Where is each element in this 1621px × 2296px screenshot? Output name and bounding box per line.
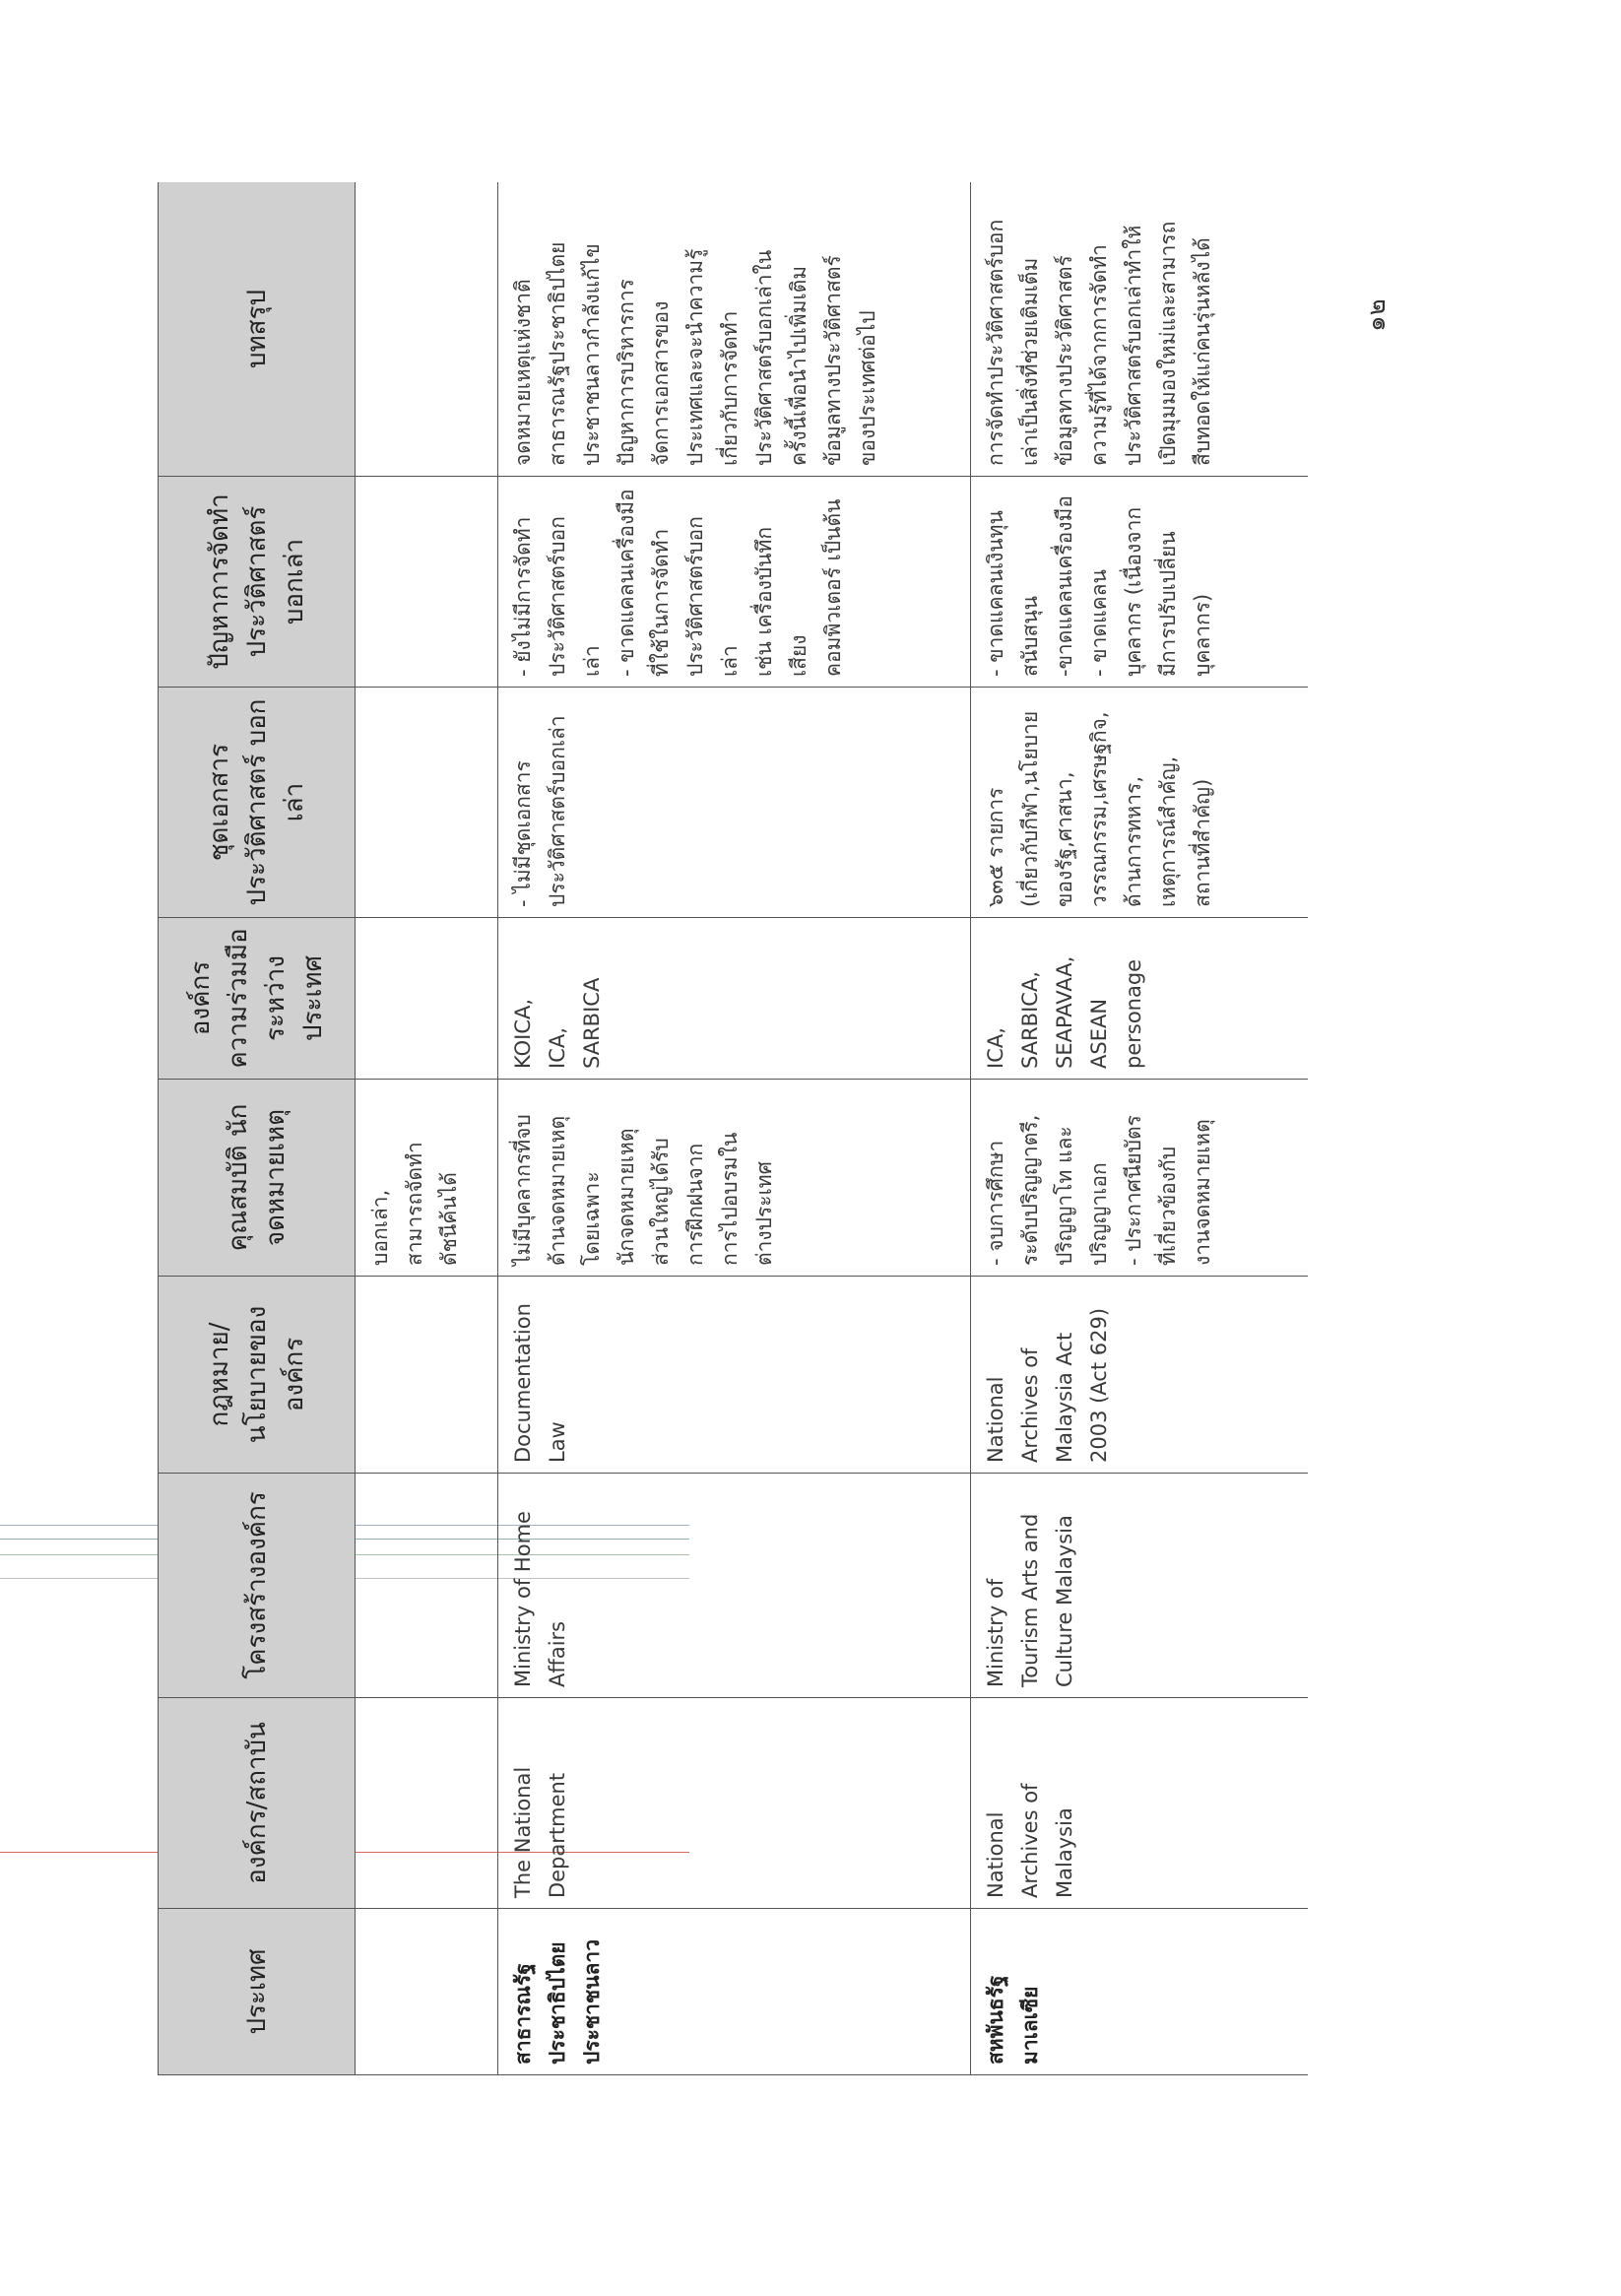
qualification-cell: บอกเล่า, สามารถจัดทำ ดัชนีค้นได้	[356, 1080, 498, 1277]
problems-cell	[356, 477, 498, 688]
header-law: กฎหมาย/ นโยบายของ องค์กร	[159, 1277, 356, 1474]
page-number-text: ๑๒	[1362, 298, 1392, 332]
rotated-table-container	[158, 182, 1308, 2075]
page-number	[1357, 295, 1396, 355]
table-row	[498, 182, 971, 2075]
collection-cell: - ไม่มีชุดเอกสาร ประวัติศาสตร์บอกเล่า	[498, 688, 971, 918]
structure-cell	[356, 1474, 498, 1698]
header-summary: บทสรุป	[159, 182, 356, 477]
law-cell: National Archives of Malaysia Act 2003 (Act 629)	[971, 1277, 1309, 1474]
organization-cell: National Archives of Malaysia	[971, 1698, 1309, 1909]
summary-cell: จดหมายเหตุแห่งชาติ สาธารณรัฐประชาธิปไตย ประชาชนลาวกำลังแก้ไข ปัญหาการบริหารการ จัดการเอกสารของ ประเทศและจะนำความรู้ เกี่ยวกับการจัดทำ ประวัติศาสตร์บอกเล่าใน ครั้งนี้เพื่อนำไปเพิ่มเติม ข้อมูลทางประวัติศาสตร์ ของประเทศต่อไป	[498, 182, 971, 477]
collection-cell	[356, 688, 498, 918]
country-cell: สหพันธรัฐ มาเลเซีย	[971, 1909, 1309, 2075]
country-cell: สาธารณรัฐ ประชาธิปไตย ประชาชนลาว	[498, 1909, 971, 2075]
structure-cell: Ministry of Home Affairs	[498, 1474, 971, 1698]
header-partners: องค์กร ความร่วมมือ ระหว่าง ประเทศ	[159, 918, 356, 1080]
partners-cell	[356, 918, 498, 1080]
summary-cell	[356, 182, 498, 477]
header-qualification: คุณสมบัติ นักจดหมายเหตุ	[159, 1080, 356, 1277]
law-cell: Documentation Law	[498, 1277, 971, 1474]
country-cell	[356, 1909, 498, 2075]
structure-cell: Ministry of Tourism Arts and Culture Malaysia	[971, 1474, 1309, 1698]
document-sheet	[158, 182, 1308, 2075]
law-cell	[356, 1277, 498, 1474]
header-collection: ชุดเอกสาร ประวัติศาสตร์ บอกเล่า	[159, 688, 356, 918]
table-row	[356, 182, 498, 2075]
header-organization: องค์กร/สถาบัน	[159, 1698, 356, 1909]
partners-cell: ICA, SARBICA, SEAPAVAA, ASEAN personage	[971, 918, 1309, 1080]
problems-cell: - ขาดแคลนเงินทุน สนับสนุน -ขาดแคลนเครื่องมือ - ขาดแคลน บุคลากร (เนื่องจาก มีการปรับเปลี่ยน บุคลากร)	[971, 477, 1309, 688]
comparison-table	[158, 182, 1308, 2075]
collection-cell: ๖๓๕ รายการ (เกี่ยวกับกีฬา,นโยบาย ของรัฐ,ศาสนา, วรรณกรรม,เศรษฐกิจ, ด้านการทหาร, เหตุการณ์สำคัญ, สถานที่สำคัญ)	[971, 688, 1309, 918]
qualification-cell: - จบการศึกษา ระดับปริญญาตรี, ปริญญาโท และ ปริญญาเอก - ประกาศนียบัตร ที่เกี่ยวข้องกับ งานจดหมายเหตุ	[971, 1080, 1309, 1277]
header-country: ประเทศ	[159, 1909, 356, 2075]
organization-cell	[356, 1698, 498, 1909]
organization-cell: The National Department	[498, 1698, 971, 1909]
summary-cell: การจัดทำประวัติศาสตร์บอก เล่าเป็นสิ่งที่ช่วยเติมเต็ม ข้อมูลทางประวัติศาสตร์ ความรู้ที่ได้จากการจัดทำ ประวัติศาสตร์บอกเล่าทำให้ เปิดมุมมองใหม่และสามารถ สืบทอดให้แก่คนรุ่นหลังได้	[971, 182, 1309, 477]
table-row	[971, 182, 1309, 2075]
qualification-cell: ไม่มีบุคลากรที่จบ ด้านจดหมายเหตุ โดยเฉพาะ นักจดหมายเหตุ ส่วนใหญ่ได้รับ การฝึกฝนจาก การไปอบรมใน ต่างประเทศ	[498, 1080, 971, 1277]
header-problems: ปัญหาการจัดทำ ประวัติศาสตร์ บอกเล่า	[159, 477, 356, 688]
header-row	[159, 182, 356, 2075]
header-structure: โครงสร้างองค์กร	[159, 1474, 356, 1698]
problems-cell: - ยังไม่มีการจัดทำ ประวัติศาสตร์บอก เล่า - ขาดแคลนเครื่องมือ ที่ใช้ในการจัดทำ ประวัติศาสตร์บอกเล่า เช่น เครื่องบันทึกเสียง คอมพิวเตอร์ เป็นต้น	[498, 477, 971, 688]
partners-cell: KOICA, ICA, SARBICA	[498, 918, 971, 1080]
